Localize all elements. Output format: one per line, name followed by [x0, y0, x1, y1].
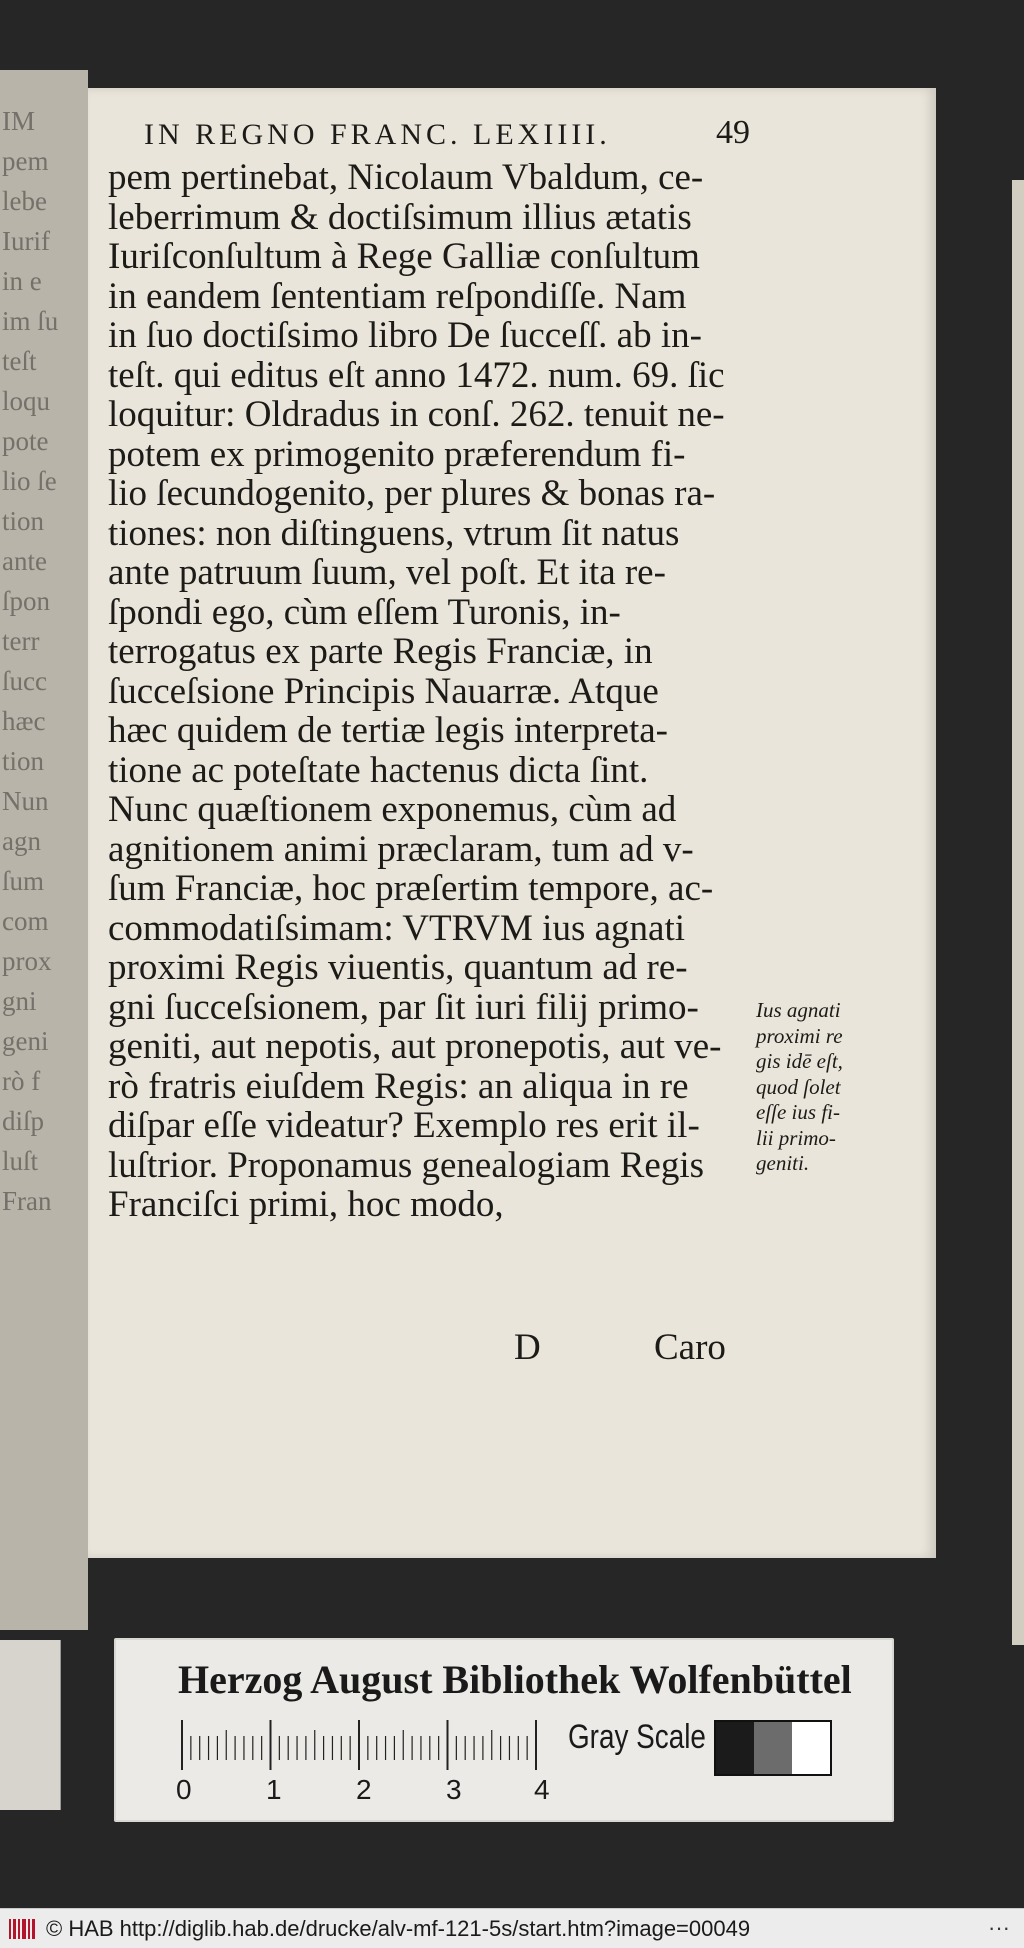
text-line: proximi Regis viuentis, quantum ad re- [108, 947, 688, 988]
facing-page-fragment: agn [2, 826, 41, 856]
margin-note-line: proximi re [756, 1023, 843, 1048]
gray-scale-swatches [714, 1720, 832, 1776]
text-line: hæc quidem de tertiæ legis interpreta- [108, 710, 668, 751]
facing-page-fragment: com [2, 906, 49, 936]
margin-note-line: eſſe ius fi- [756, 1100, 840, 1124]
text-line: ſpondi ego, cùm eſſem Turonis, in- [108, 591, 621, 633]
text-line: commodatiſsimam: VTRVM ius agnati [108, 907, 686, 949]
running-head [144, 114, 750, 152]
facing-page-fragment: gni [2, 986, 37, 1016]
ruler-number: 2 [356, 1774, 372, 1805]
gray-swatch [754, 1722, 792, 1774]
ruler-number: 4 [534, 1774, 550, 1805]
facing-page-fragment: prox [2, 946, 52, 976]
facing-page-fragment: luſt [2, 1146, 39, 1176]
text-line: Franciſci primi, hoc modo, [108, 1184, 504, 1225]
text-line: ſucceſsione Principis Nauarræ. Atque [108, 670, 659, 712]
text-line: lio ſecundogenito, per plures & bonas ra- [108, 473, 716, 514]
facing-page-fragment: Fran [2, 1186, 52, 1216]
text-line: diſpar eſſe videatur? Exemplo res erit il- [108, 1105, 700, 1146]
margin-note [756, 998, 886, 1177]
facing-page-fragment: tion [2, 506, 45, 536]
facing-page-fragment: rò f [2, 1066, 41, 1096]
facing-page-fragment: ſucc [2, 666, 47, 696]
text-line: in eandem ſententiam reſpondiſſe. Nam [108, 275, 687, 317]
text-line: rò fratris eiuſdem Regis: an aliqua in re [108, 1065, 689, 1107]
calibration-card [114, 1638, 894, 1822]
text-line: terrogatus ex parte Regis Franciæ, in [108, 631, 653, 672]
text-line: loquitur: Oldradus in conſ. 262. tenuit ne- [108, 394, 725, 435]
margin-note-line: geniti. [756, 1151, 810, 1175]
margin-note-line: quod ſolet [756, 1074, 841, 1099]
library-name: Herzog August Bibliothek Wolfenbüttel [178, 1657, 852, 1702]
facing-page-fragment: terr [2, 626, 40, 656]
barcode-logo-icon [8, 1916, 38, 1942]
facing-page-fragment: ſum [2, 866, 45, 896]
text-line: potem ex primogenito præferendum fi- [108, 433, 686, 475]
text-line: Nunc quæſtionem exponemus, cùm ad [108, 789, 677, 830]
gray-swatch [792, 1722, 830, 1774]
facing-page-fragment: pote [2, 426, 49, 456]
gray-swatch [716, 1722, 754, 1774]
facing-page-fragment: lebe [2, 186, 47, 216]
facing-page-fragment: ſpon [2, 586, 51, 616]
page-edge [1012, 180, 1024, 1645]
text-line: in ſuo doctiſsimo libro De ſucceſſ. ab in- [108, 315, 702, 356]
margin-note-line: gis idē eſt, [756, 1049, 843, 1073]
text-line: Iuriſconſultum à Rege Galliæ conſultum [108, 236, 700, 277]
facing-page-fragment: diſp [2, 1106, 45, 1136]
facing-page-fragment: lio ſe [2, 466, 57, 496]
facing-page-edge [0, 70, 88, 1630]
text-line: teſt. qui editus eſt anno 1472. num. 69. ſic [108, 354, 725, 396]
paper-slip [0, 1640, 61, 1810]
text-line: ſum Franciæ, hoc præſertim tempore, ac- [108, 868, 714, 909]
text-line: pem pertinebat, Nicolaum Vbaldum, ce- [108, 157, 704, 198]
text-line: tione ac poteſtate hactenus dicta ſint. [108, 749, 649, 791]
facing-page-fragment: Nun [2, 786, 49, 816]
running-head-text: IN REGNO FRANC. LEXIIII. [144, 118, 611, 151]
facing-page-fragment: im ſu [2, 306, 59, 336]
viewer-footer [0, 1908, 1024, 1948]
text-line: ante patruum ſuum, vel poſt. Et ita re- [108, 552, 666, 593]
footer-link[interactable]: © HAB http://diglib.hab.de/drucke/alv-mf-121-5s/start.htm?image=00049 [46, 1915, 751, 1941]
catchword: Caro [654, 1327, 726, 1368]
text-line: luſtrior. Proponamus genealogiam Regis [108, 1144, 705, 1186]
more-options-icon[interactable]: ··· [988, 1915, 1010, 1940]
margin-note-line: Ius agnati [756, 998, 841, 1022]
facing-page-fragment: teſt [2, 346, 37, 376]
facing-page-fragment: Iurif [2, 226, 50, 256]
body-text [108, 158, 848, 1225]
ruler-number: 1 [266, 1774, 282, 1805]
facing-page-fragment: in e [2, 266, 42, 296]
facing-page-fragment: ante [2, 546, 47, 576]
ruler-number: 0 [176, 1774, 192, 1805]
gray-scale-label: Gray Scale [568, 1718, 706, 1756]
facing-page-fragment: loqu [2, 386, 51, 416]
ruler-number: 3 [446, 1774, 462, 1805]
facing-page-fragment: pem [2, 146, 49, 176]
facing-page-fragment: hæc [2, 706, 46, 736]
facing-page-fragment: IM [2, 106, 35, 136]
text-line: gni ſucceſsionem, par ſit iuri filij primo- [108, 986, 699, 1028]
ruler-scale [180, 1720, 538, 1770]
text-line: agnitionem animi præclaram, tum ad v- [108, 828, 694, 870]
book-page [88, 88, 936, 1558]
page-number: 49 [716, 114, 750, 151]
signature-mark: D [514, 1327, 541, 1368]
text-line: tiones: non diſtinguens, vtrum ſit natus [108, 512, 680, 554]
text-line: geniti, aut nepotis, aut pronepotis, aut ve- [108, 1026, 722, 1067]
facing-page-fragment: geni [2, 1026, 49, 1056]
facing-page-fragment: tion [2, 746, 45, 776]
margin-note-line: lii primo- [756, 1125, 836, 1150]
text-line: leberrimum & doctiſsimum illius ætatis [108, 196, 692, 238]
